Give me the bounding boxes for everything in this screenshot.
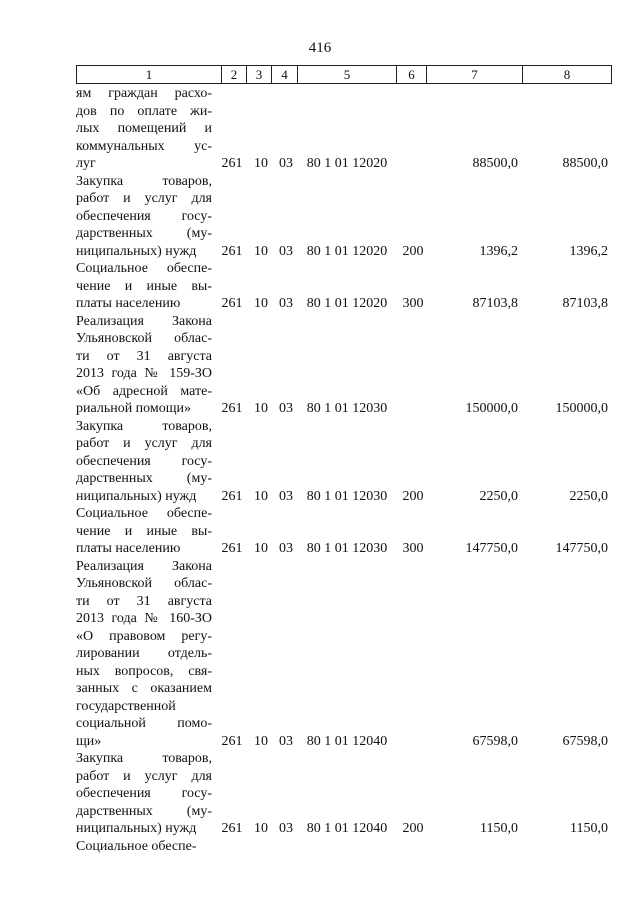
- description-line: Ульяновской облас-: [76, 331, 212, 346]
- description-line: занных с оказанием: [76, 681, 212, 696]
- cell-col-3: 10: [254, 488, 268, 504]
- description-line: Реализация Закона: [76, 558, 212, 574]
- table-row: [0, 418, 640, 506]
- description-line: платы населению: [76, 296, 181, 311]
- cell-col-7: 87103,8: [472, 296, 518, 311]
- column-header-3: 3: [246, 66, 271, 83]
- table-row: [0, 505, 640, 558]
- cell-col-4: 03: [279, 541, 293, 556]
- cell-col-4: 03: [279, 401, 293, 416]
- description-line: риальной помощи»: [76, 401, 192, 416]
- cell-col-5: 80 1 01 12020: [306, 156, 388, 171]
- cell-col-8: 88500,0: [562, 156, 608, 171]
- row-description: [76, 750, 212, 838]
- description-line: работ и услуг для: [76, 191, 212, 206]
- cell-col-7: 2250,0: [479, 488, 518, 504]
- description-line: ниципальных) нужд: [76, 243, 197, 259]
- column-header-5: 5: [297, 66, 396, 83]
- cell-col-2: 261: [221, 243, 243, 259]
- cell-col-5: 80 1 01 12030: [306, 541, 388, 556]
- table-row: [0, 260, 640, 313]
- table-row: [0, 85, 640, 173]
- description-line: щи»: [76, 733, 102, 749]
- description-line: лых помещений и: [76, 121, 212, 136]
- row-description: [76, 85, 212, 173]
- cell-col-8: 150000,0: [555, 401, 608, 416]
- cell-col-8: 1150,0: [570, 821, 608, 836]
- cell-col-8: 87103,8: [562, 296, 608, 311]
- cell-col-3: 10: [254, 821, 268, 836]
- description-line: обеспечения госу-: [76, 208, 212, 224]
- cell-col-3: 10: [254, 541, 268, 556]
- column-header-4: 4: [271, 66, 297, 83]
- cell-col-2: 261: [221, 733, 243, 749]
- description-line: платы населению: [76, 541, 181, 556]
- description-line: обеспечения госу-: [76, 453, 212, 469]
- cell-col-2: 261: [221, 401, 243, 416]
- column-header-1: 1: [145, 67, 153, 82]
- column-header-6: 6: [396, 66, 426, 83]
- description-line: Реализация Закона: [76, 313, 212, 329]
- cell-col-2: 261: [221, 541, 243, 556]
- row-description: [76, 558, 212, 751]
- column-header-8: 8: [522, 66, 611, 83]
- row-description: [76, 418, 212, 506]
- cell-col-3: 10: [254, 733, 268, 749]
- cell-col-7: 1396,2: [479, 243, 518, 259]
- cell-col-4: 03: [279, 243, 293, 259]
- description-line: 2013 года № 159-ЗО: [76, 366, 212, 381]
- cell-col-6: 200: [402, 821, 424, 836]
- table-header-row: [76, 65, 612, 84]
- description-line: дарственных (му-: [76, 803, 212, 819]
- cell-col-7: 147750,0: [465, 541, 518, 556]
- description-line: ти от 31 августа: [76, 593, 212, 609]
- cell-col-5: 80 1 01 12030: [306, 488, 388, 504]
- cell-col-4: 03: [279, 733, 293, 749]
- cell-col-8: 2250,0: [569, 488, 608, 504]
- table-row: [0, 750, 640, 838]
- cell-col-7: 67598,0: [472, 733, 518, 749]
- description-line: государственной: [76, 698, 176, 714]
- cell-col-5: 80 1 01 12040: [306, 821, 388, 836]
- description-line: чение и иные вы-: [76, 523, 212, 539]
- cell-col-6: 200: [402, 243, 424, 259]
- column-header-2: 2: [221, 66, 246, 83]
- table-row: [0, 173, 640, 261]
- description-line: Социальное обеспе-: [76, 506, 212, 521]
- cell-col-3: 10: [254, 156, 268, 171]
- table-row: [0, 838, 640, 856]
- description-line: работ и услуг для: [76, 768, 212, 784]
- description-line: чение и иные вы-: [76, 278, 212, 294]
- cell-col-4: 03: [279, 296, 293, 311]
- cell-col-7: 1150,0: [480, 821, 518, 836]
- description-line: луг: [76, 156, 96, 171]
- description-line: Закупка товаров,: [76, 418, 212, 434]
- cell-col-8: 67598,0: [562, 733, 608, 749]
- cell-col-7: 150000,0: [465, 401, 518, 416]
- description-line: работ и услуг для: [76, 436, 212, 451]
- row-description: [76, 260, 212, 313]
- description-line: дарственных (му-: [76, 471, 212, 486]
- description-line: «О правовом регу-: [76, 628, 212, 644]
- description-line: дарственных (му-: [76, 226, 212, 241]
- column-header-7: 7: [426, 66, 522, 83]
- row-description: [76, 173, 212, 261]
- description-line: лировании отдель-: [76, 646, 212, 661]
- cell-col-5: 80 1 01 12030: [306, 401, 388, 416]
- description-line: Закупка товаров,: [76, 173, 212, 189]
- cell-col-2: 261: [221, 821, 243, 836]
- description-line: коммунальных ус-: [76, 138, 212, 154]
- description-line: Социальное обеспе-: [76, 838, 197, 854]
- row-description: [76, 838, 212, 856]
- table-row: [0, 313, 640, 418]
- row-description: [76, 313, 212, 418]
- description-line: 2013 года № 160-ЗО: [76, 611, 212, 626]
- page-number: 416: [308, 40, 332, 56]
- cell-col-8: 1396,2: [569, 243, 608, 259]
- cell-col-4: 03: [279, 821, 293, 836]
- cell-col-6: 300: [402, 541, 424, 556]
- description-line: Социальное обеспе-: [76, 261, 212, 276]
- cell-col-3: 10: [254, 296, 268, 311]
- description-line: ниципальных) нужд: [76, 821, 197, 836]
- cell-col-2: 261: [221, 296, 243, 311]
- description-line: социальной помо-: [76, 716, 212, 731]
- cell-col-4: 03: [279, 156, 293, 171]
- description-line: ниципальных) нужд: [76, 488, 197, 504]
- cell-col-3: 10: [254, 401, 268, 416]
- cell-col-7: 88500,0: [472, 156, 518, 171]
- description-line: «Об адресной мате-: [76, 383, 212, 399]
- cell-col-2: 261: [221, 156, 243, 171]
- cell-col-8: 147750,0: [555, 541, 608, 556]
- row-description: [76, 505, 212, 558]
- description-line: дов по оплате жи-: [76, 103, 212, 119]
- table-row: [0, 558, 640, 751]
- cell-col-6: 300: [402, 296, 424, 311]
- cell-col-5: 80 1 01 12020: [306, 296, 388, 311]
- description-line: ям граждан расхо-: [76, 86, 212, 101]
- description-line: обеспечения госу-: [76, 786, 212, 801]
- cell-col-6: 200: [402, 488, 424, 504]
- description-line: Ульяновской облас-: [76, 576, 212, 591]
- cell-col-2: 261: [221, 488, 243, 504]
- cell-col-5: 80 1 01 12020: [306, 243, 388, 259]
- cell-col-4: 03: [279, 488, 293, 504]
- description-line: ти от 31 августа: [76, 348, 212, 364]
- description-line: ных вопросов, свя-: [76, 663, 212, 679]
- description-line: Закупка товаров,: [76, 751, 212, 766]
- cell-col-5: 80 1 01 12040: [306, 733, 388, 749]
- cell-col-3: 10: [254, 243, 268, 259]
